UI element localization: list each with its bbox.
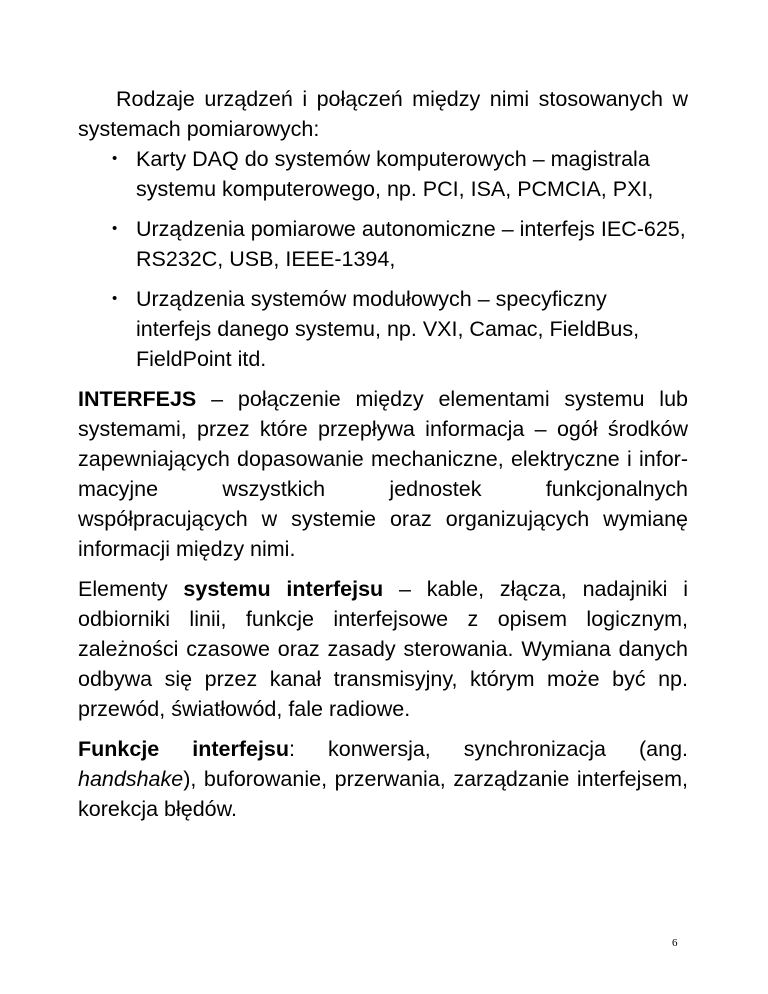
elementy-body: – kable, złącza, nadajniki i odbiorniki linii, funkcje interfejsowe z opisem logicznym, zależności czasowe oraz zasady sterowania. Wymiana danych odbywa się przez kanał transmisyjny, którym może być np. przewód, światłowód, fale radiowe. [78,577,688,721]
intro-paragraph: Rodzaje urządzeń i połączeń między nimi stosowanych w systemach pomiarowych: [78,87,688,141]
list-item: • Karty DAQ do systemów komputerowych – magistrala systemu komputerowego, np. PCI, ISA, PCMCIA, PXI, [136,144,688,204]
document-body [78,84,688,834]
page-number: 6 [672,937,678,949]
list-item: • Urządzenia pomiarowe autonomiczne – interfejs IEC-625, RS232C, USB, IEEE-1394, [136,214,688,274]
funkcje-italic: handshake [78,767,184,791]
funkcje-part1: : konwersja, synchronizacja (ang. [289,737,688,761]
interfejs-term: INTERFEJS [78,387,197,411]
interfejs-definition: – połączenie między elementami systemu lub systemami, przez które przepływa informacja – ogół środków zapewniających dopasowanie mechaniczne, elektryczne i informacyjne wszystkich jednostek funkcjonalnych współpracujących w systemie oraz organizujących wymianę informacji między nimi. [78,387,688,561]
elementy-term: systemu interfejsu [183,577,384,601]
elementy-lead: Elementy [78,577,184,601]
funkcje-term: Funkcje interfejsu [78,737,290,761]
device-types-list [78,144,688,374]
funkcje-paragraph [78,734,688,824]
elementy-paragraph [78,574,688,724]
list-item: • Urządzenia systemów modułowych – specyficzny interfejs danego systemu, np. VXI, Camac, FieldBus, FieldPoint itd. [136,284,688,374]
funkcje-part2: ), buforowanie, przerwania, zarządzanie interfejsem, korekcja błędów. [78,767,688,821]
interfejs-definition-paragraph [78,384,688,564]
